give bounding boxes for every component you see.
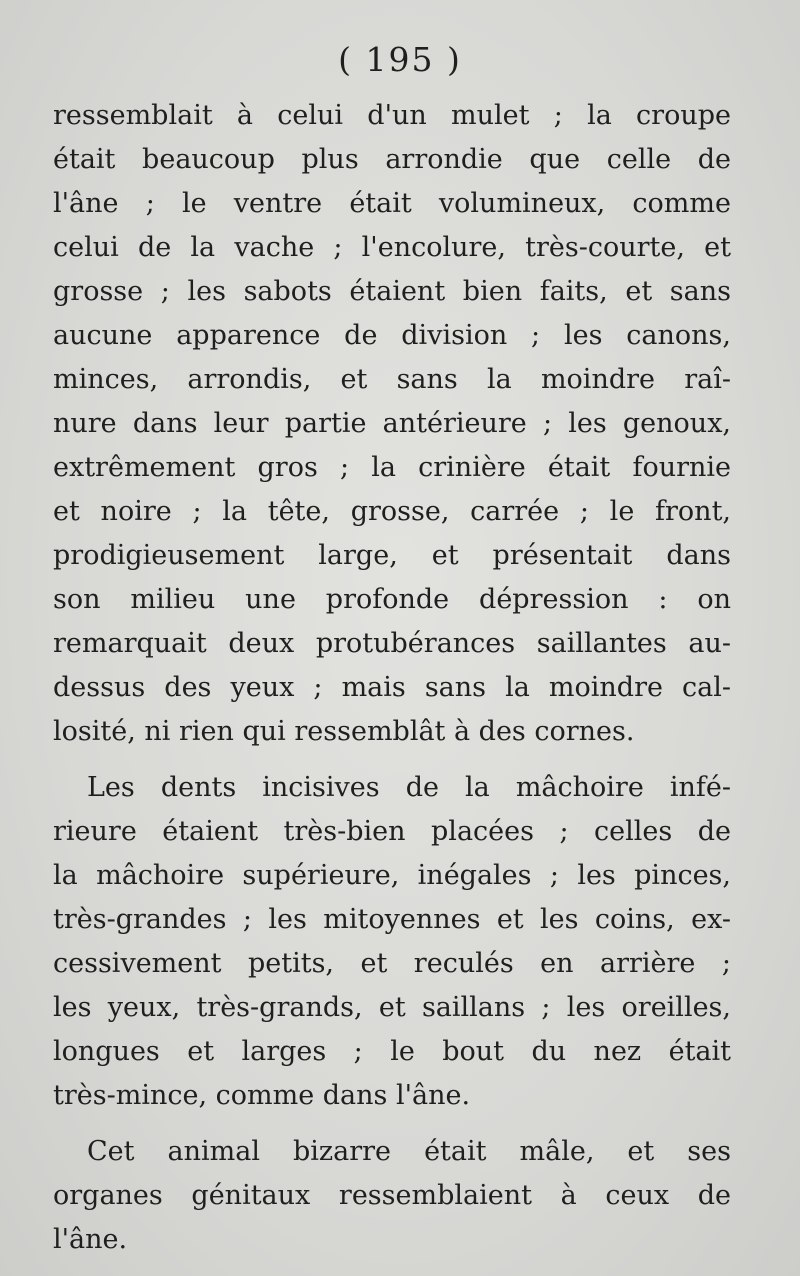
text-line: les yeux, très-grands, et saillans ; les oreilles, bbox=[53, 992, 731, 1023]
paragraph-gap bbox=[53, 754, 731, 766]
text-line: son milieu une profonde dépression : on bbox=[53, 584, 731, 615]
text-line: extrêmement gros ; la crinière était fournie bbox=[53, 452, 731, 483]
paragraph bbox=[53, 94, 731, 754]
text-line: prodigieusement large, et présentait dans bbox=[53, 540, 731, 571]
text-line: l'âne. bbox=[53, 1224, 128, 1255]
text-line: très-grandes ; les mitoyennes et les coins, ex- bbox=[53, 904, 731, 935]
text-line: longues et larges ; le bout du nez était bbox=[53, 1036, 731, 1067]
text-line: Cet animal bizarre était mâle, et ses bbox=[87, 1136, 731, 1167]
text-line: rieure étaient très-bien placées ; celles de bbox=[53, 816, 731, 847]
text-line: ressemblait à celui d'un mulet ; la croupe bbox=[53, 100, 731, 131]
text-line: la mâchoire supérieure, inégales ; les pinces, bbox=[53, 860, 731, 891]
text-line: nure dans leur partie antérieure ; les genoux, bbox=[53, 408, 731, 439]
text-line: était beaucoup plus arrondie que celle de bbox=[53, 144, 731, 175]
text-line: organes génitaux ressemblaient à ceux de bbox=[53, 1180, 731, 1211]
text-line: minces, arrondis, et sans la moindre raî- bbox=[53, 364, 731, 395]
text-line: grosse ; les sabots étaient bien faits, et sans bbox=[53, 276, 731, 307]
page-number: ( 195 ) bbox=[338, 40, 462, 79]
paragraph bbox=[53, 766, 731, 1118]
text-line: l'âne ; le ventre était volumineux, comme bbox=[53, 188, 731, 219]
text-line: cessivement petits, et reculés en arrière ; bbox=[53, 948, 731, 979]
text-line: et noire ; la tête, grosse, carrée ; le front, bbox=[53, 496, 731, 527]
text-line: celui de la vache ; l'encolure, très-courte, et bbox=[53, 232, 731, 263]
text-line: aucune apparence de division ; les canons, bbox=[53, 320, 731, 351]
text-line: très-mince, comme dans l'âne. bbox=[53, 1080, 471, 1111]
paragraph-gap bbox=[53, 1118, 731, 1130]
paragraph bbox=[53, 1130, 731, 1262]
text-line: dessus des yeux ; mais sans la moindre cal- bbox=[53, 672, 731, 703]
text-line: losité, ni rien qui ressemblât à des cornes. bbox=[53, 716, 635, 747]
text-line: remarquait deux protubérances saillantes au- bbox=[53, 628, 731, 659]
body-text bbox=[53, 94, 731, 1262]
text-line: Les dents incisives de la mâchoire infé- bbox=[87, 772, 731, 803]
